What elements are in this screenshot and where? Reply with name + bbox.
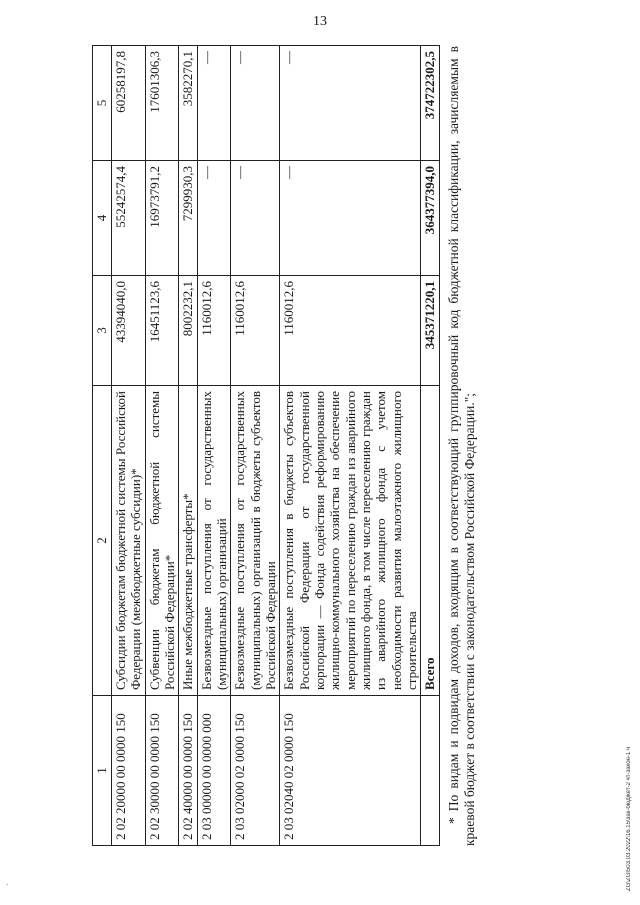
row-value-col4: —: [280, 161, 421, 276]
row-code: 2 03 02040 02 0000 150: [280, 696, 421, 846]
row-value-col5: —: [231, 46, 280, 161]
row-name: Субвенции бюджетам бюджетной системы Российской Федерации*: [145, 386, 179, 696]
row-value-col3: 43394040,0: [112, 276, 146, 386]
header-col-1: 1: [93, 696, 112, 846]
total-label: Всего: [421, 386, 439, 696]
footnote: * По видам и подвидам доходов, входящим в соответствующий группировочный код бюджетной классификации, зачисляемым в краевой бюджет в соответствии с законодательством Российской Федерации.";: [445, 46, 477, 846]
row-code: 2 03 00000 00 0000 000: [197, 696, 231, 846]
row-code: 2 03 02000 02 0000 150: [231, 696, 280, 846]
page-number: 13: [313, 14, 327, 29]
row-value-col5: —: [280, 46, 421, 161]
row-value-col3: 16451123,6: [145, 276, 179, 386]
total-value-col5: 374722302,5: [421, 46, 439, 161]
table-row: [231, 46, 280, 846]
row-value-col4: —: [197, 161, 231, 276]
table-row: [179, 46, 197, 846]
row-code: 2 02 30000 00 0000 150: [145, 696, 179, 846]
row-name: Иные межбюджетные трансферты*: [179, 386, 197, 696]
table-row: [112, 46, 146, 846]
row-code: 2 02 40000 00 0000 150: [179, 696, 197, 846]
row-value-col5: 17601306,3: [145, 46, 179, 161]
row-value-col4: 55242574,4: [112, 161, 146, 276]
rotated-page-content: [92, 46, 562, 846]
table-row: [197, 46, 231, 846]
header-col-2: 2: [93, 386, 112, 696]
header-row: [93, 46, 112, 846]
row-value-col3: 1160012,6: [231, 276, 280, 386]
row-value-col3: 8002232,1: [179, 276, 197, 386]
row-value-col4: 7299930,3: [179, 161, 197, 276]
total-value-col4: 364377394,0: [421, 161, 439, 276]
total-row: [421, 46, 439, 846]
table-row: [280, 46, 421, 846]
row-value-col4: —: [231, 161, 280, 276]
row-value-col3: 1160012,6: [280, 276, 421, 386]
row-value-col4: 16973791,2: [145, 161, 179, 276]
row-value-col5: 3582270,1: [179, 46, 197, 161]
header-col-4: 4: [93, 161, 112, 276]
total-code-cell: [421, 696, 439, 846]
table-row: [145, 46, 179, 846]
row-name: Безвозмездные поступления от государственных (муниципальных) организаций: [197, 386, 231, 696]
total-value-col3: 345371220,1: [421, 276, 439, 386]
row-name: Субсидии бюджетам бюджетной системы Российской Федерации (межбюджетные субсидии)*: [112, 386, 146, 696]
row-name: Безвозмездные поступления в бюджеты субъектов Российской Федерации от государственной корпорации — Фонда содействия реформированию жилищно-коммунального хозяйства на обеспечение мероприятий по переселению граждан из аварийного жилищного фонда, в том числе переселению граждан из аварийного жилищного фонда с учетом необходимости развития малоэтажного жилищного строительства: [280, 386, 421, 696]
corner-mark: .: [6, 878, 8, 887]
row-code: 2 02 20000 00 0000 150: [112, 696, 146, 846]
header-col-3: 3: [93, 276, 112, 386]
row-value-col5: —: [197, 46, 231, 161]
row-value-col5: 60258197,8: [112, 46, 146, 161]
document-path-code: ZG\ZGI503.03.2022\16.15\зак-бюджет-2 чт-закон-1 ч: [626, 746, 632, 891]
row-name: Безвозмездные поступления от государственных (муниципальных) организаций в бюджеты субъектов Российской Федерации: [231, 386, 280, 696]
row-value-col3: 1160012,6: [197, 276, 231, 386]
header-col-5: 5: [93, 46, 112, 161]
budget-table: [92, 45, 440, 846]
